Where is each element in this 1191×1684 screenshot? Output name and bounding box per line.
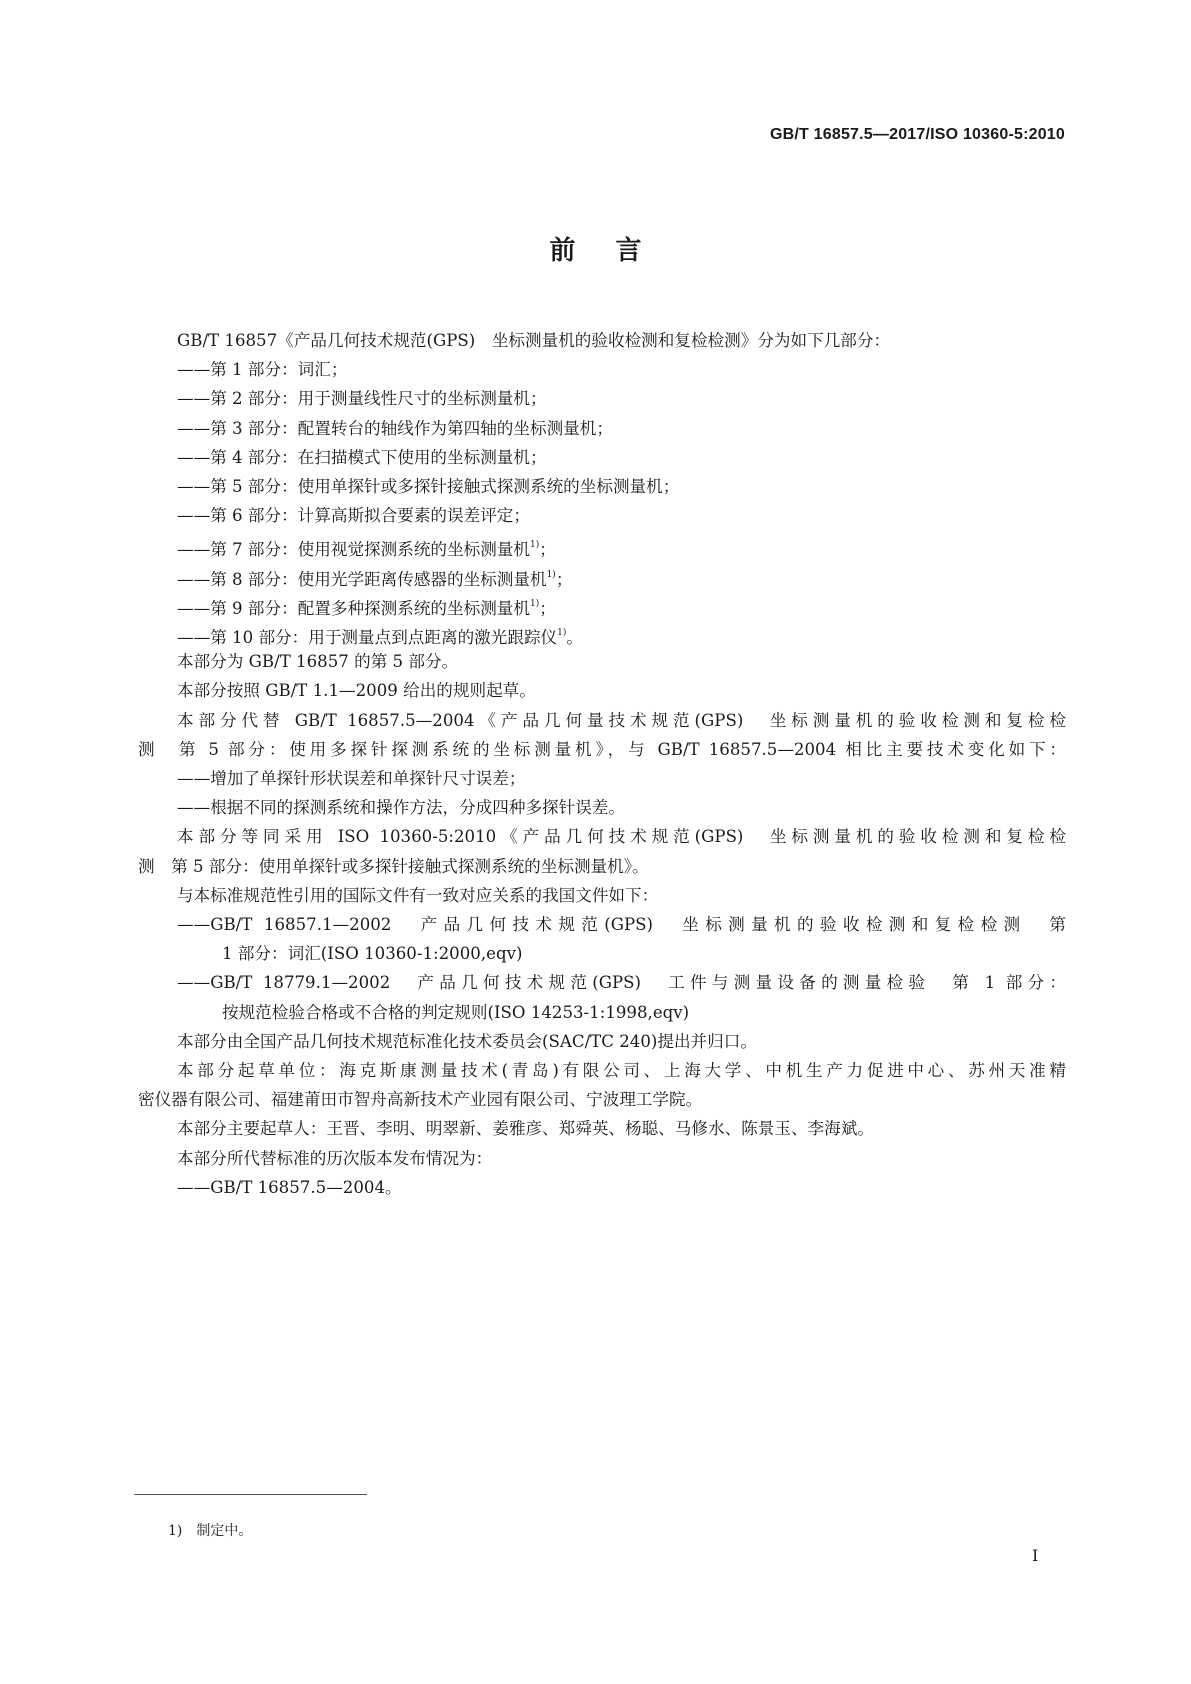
line-text: ——第 4 部分：在扫描模式下使用的坐标测量机；	[177, 447, 547, 467]
standard-code-header: GB/T 16857.5—2017/ISO 10360-5:2010	[770, 126, 1065, 143]
line-punctuation: ；	[539, 540, 556, 560]
text-line	[177, 1059, 1066, 1083]
line-text: 本部分起草单位：海克斯康测量技术(青岛)有限公司、上海大学、中机生产力促进中心、苏州天准精	[177, 1061, 1066, 1080]
text-line	[177, 329, 890, 353]
text-line	[222, 1001, 689, 1025]
line-text: ——GB/T 18779.1—2002 产品几何技术规范(GPS) 工件与测量设备的测量检验 第 1 部分：	[177, 973, 1066, 993]
line-text: ——GB/T 16857.1—2002 产品几何技术规范(GPS) 坐标测量机的验收检测和复检检测 第	[177, 915, 1066, 934]
footnote-ref: 1)	[529, 540, 540, 551]
text-line	[177, 650, 458, 674]
text-line	[177, 825, 1066, 849]
line-punctuation: ；	[555, 569, 573, 589]
line-text: 本部分按照 GB/T 1.1—2009 给出的规则起草。	[177, 681, 536, 701]
text-line	[177, 679, 536, 703]
text-line	[177, 1030, 757, 1054]
text-line	[177, 475, 679, 499]
line-text: ——第 7 部分：使用视觉探测系统的坐标测量机	[177, 540, 530, 560]
text-line	[177, 767, 525, 791]
footnote-ref: 1)	[529, 598, 540, 609]
text-line	[177, 446, 547, 470]
line-text: ——GB/T 16857.5—2004。	[177, 1177, 402, 1197]
text-line	[177, 913, 1066, 937]
line-text: 本部分等同采用 ISO 10360-5:2010《产品几何技术规范(GPS) 坐标测量机的验收检测和复检检	[177, 827, 1066, 847]
text-line	[177, 1176, 402, 1200]
line-text: ——第 1 部分：词汇；	[177, 360, 348, 380]
text-line	[177, 504, 530, 528]
text-line	[177, 358, 347, 382]
text-line	[177, 387, 547, 411]
text-line	[177, 563, 572, 592]
line-text: 本部分由全国产品几何技术规范标准化技术委员会(SAC/TC 240)提出并归口。	[177, 1031, 757, 1051]
text-line	[177, 971, 1066, 995]
line-text: ——第 8 部分：使用光学距离传感器的坐标测量机	[177, 569, 547, 589]
line-text: 本部分主要起草人：王晋、李明、明翠新、姜雅彦、郑舜英、杨聪、马修水、陈景玉、李海斌。	[177, 1119, 874, 1139]
line-text: ——根据不同的探测系统和操作方法，分成四种多探针误差。	[177, 798, 626, 818]
line-text: 测 第 5 部分：使用多探针探测系统的坐标测量机》，与 GB/T 16857.5—2004 相比主要技术变化如下：	[138, 739, 1066, 759]
text-line	[177, 1117, 874, 1141]
text-line	[177, 709, 1066, 733]
line-text: ——第 9 部分：配置多种探测系统的坐标测量机	[177, 598, 530, 618]
text-line	[138, 1088, 702, 1112]
footnote-number: 1)	[168, 1523, 183, 1539]
line-text: ——第 2 部分：用于测量线性尺寸的坐标测量机；	[177, 389, 547, 409]
text-line	[222, 942, 522, 966]
line-text: 测 第 5 部分：使用单探针或多探针接触式探测系统的坐标测量机》。	[138, 856, 649, 876]
text-line	[177, 1147, 492, 1171]
text-line	[138, 738, 1066, 762]
line-text: 本部分代替 GB/T 16857.5—2004《产品几何量技术规范(GPS) 坐标测量机的验收检测和复检检	[177, 710, 1066, 730]
line-text: ——第 6 部分：计算高斯拟合要素的误差评定；	[177, 506, 530, 526]
line-text: 本部分为 GB/T 16857 的第 5 部分。	[177, 652, 459, 672]
footnote-ref: 1)	[546, 569, 556, 580]
line-text: 按规范检验合格或不合格的判定规则(ISO 14253-1:1998,eqv)	[222, 1002, 690, 1022]
footnote-ref: 1)	[557, 628, 567, 638]
line-text: 1 部分：词汇(ISO 10360-1:2000,eqv)	[222, 944, 523, 964]
line-punctuation: ；	[539, 598, 556, 618]
text-line	[177, 884, 658, 908]
text-line	[177, 796, 625, 820]
line-text: 密仪器有限公司、福建莆田市智舟高新技术产业园有限公司、宁波理工学院。	[138, 1090, 703, 1110]
text-line	[177, 533, 556, 562]
page-title: 前言	[549, 236, 682, 266]
footnote	[168, 1520, 252, 1540]
footnote-text: 制定中。	[196, 1523, 253, 1539]
footnote-divider	[134, 1494, 367, 1495]
line-text: ——增加了单探针形状误差和单探针尺寸误差；	[177, 769, 526, 788]
line-text: 本部分所代替标准的历次版本发布情况为：	[177, 1148, 493, 1168]
line-text: 与本标准规范性引用的国际文件有一致对应关系的我国文件如下：	[177, 885, 659, 905]
line-text: GB/T 16857《产品几何技术规范(GPS) 坐标测量机的验收检测和复检检测》分为如下几部分：	[177, 331, 891, 350]
text-line	[177, 592, 556, 621]
page-number: I	[1032, 1546, 1039, 1565]
text-line	[177, 417, 613, 441]
text-line	[177, 621, 583, 650]
line-text: ——第 5 部分：使用单探针或多探针接触式探测系统的坐标测量机；	[177, 477, 680, 496]
line-text: ——第 10 部分：用于测量点到点距离的激光跟踪仪	[177, 628, 558, 647]
line-text: ——第 3 部分：配置转台的轴线作为第四轴的坐标测量机；	[177, 418, 613, 438]
line-punctuation: 。	[566, 628, 583, 647]
text-line	[138, 855, 649, 879]
